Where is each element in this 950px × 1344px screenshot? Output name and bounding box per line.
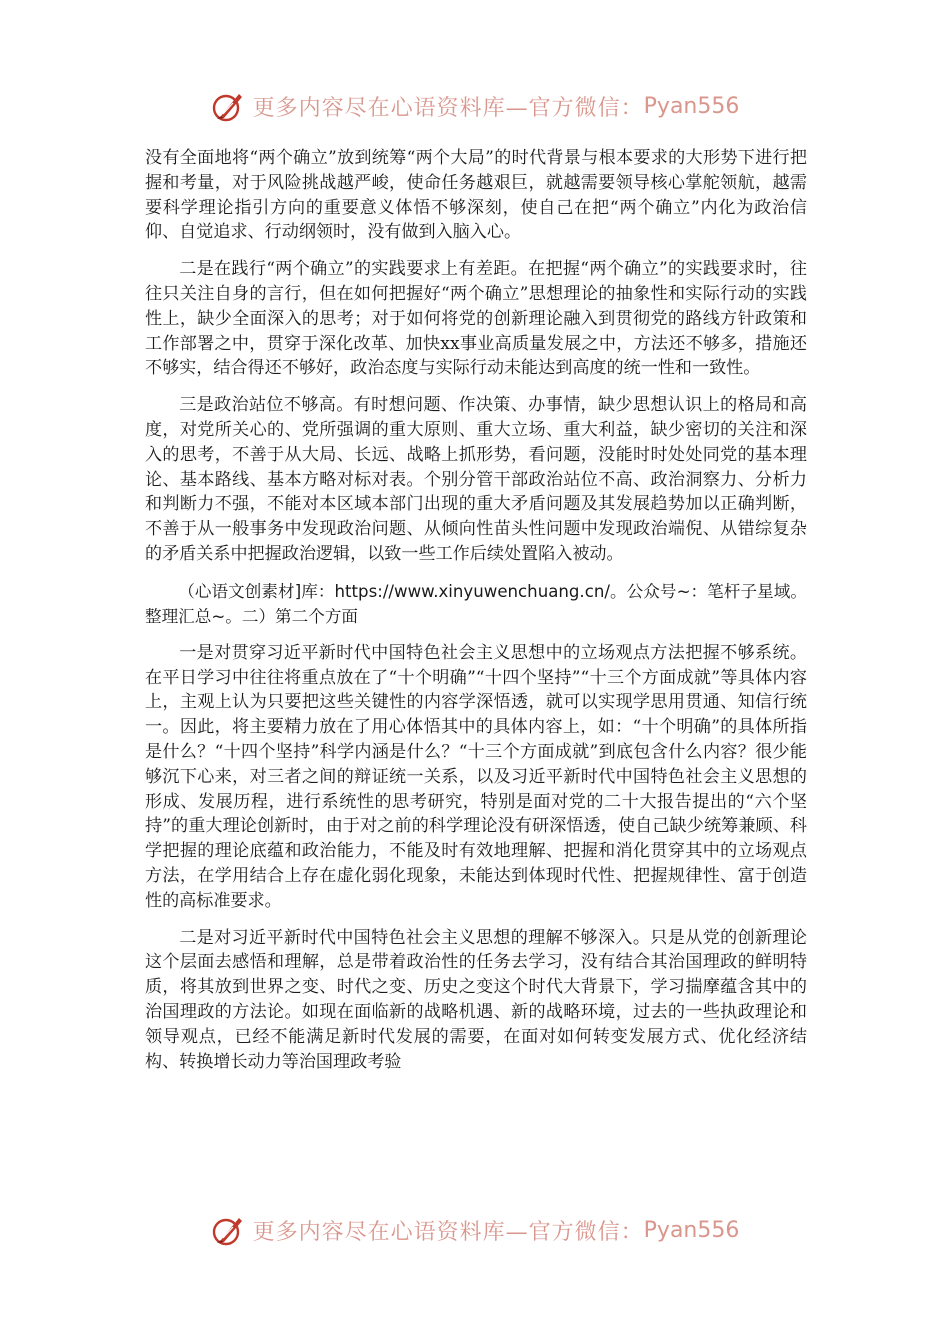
pen-feather-logo-icon — [211, 1213, 245, 1247]
header-banner — [0, 84, 950, 128]
footer-banner — [0, 1208, 950, 1252]
paragraph-system-grasp: 一是对贯穿习近平新时代中国特色社会主义思想中的立场观点方法把握不够系统。在平日学习中往往将重点放在了“十个明确”“十四个坚持”“十三个方面成就”等具体内容上，主观上认为只要把这些关键性的内容学深悟透，就可以实现学思用贯通、知信行统一。因此，将主要精力放在了用心体悟其中的具体内容上，如：“十个明确”的具体所指是什么？“十四个坚持”科学内涵是什么？“十三个方面成就”到底包含什么内容？很少能够沉下心来，对三者之间的辩证统一关系，以及习近平新时代中国特色社会主义思想的形成、发展历程，进行系统性的思考研究，特别是面对党的二十大报告提出的“六个坚持”的重大理论创新时，由于对之前的科学理论没有研深悟透，使自己缺少统筹兼顾、科学把握的理论底蕴和政治能力，不能及时有效地理解、把握和消化贯穿其中的立场观点方法，在学用结合上存在虚化弱化现象，未能达到体现时代性、把握规律性、富于创造性的高标准要求。 — [145, 642, 807, 911]
banner-text: 更多内容尽在心语资料库—官方微信： — [252, 95, 644, 121]
banner-wechat-id: Pyan556 — [643, 93, 740, 119]
paragraph-understanding-depth: 二是对习近平新时代中国特色社会主义思想的理解不够深入。只是从党的创新理论这个层面去感悟和理解，总是带着政治性的任务去学习，没有结合其治国理政的鲜明特质，将其放到世界之变、时代之变、历史之变这个时代大背景下，学习揣摩蕴含其中的治国理政的方法论。如现在面临新的战略机遇、新的战略环境，过去的一些执政理论和领导观点，已经不能满足新时代发展的需要，在面对如何转变发展方式、优化经济结构、转换增长动力等治国理政考验 — [145, 927, 807, 1072]
paragraph-continued: 没有全面地将“两个确立”放到统筹“两个大局”的时代背景与根本要求的大形势下进行把握和考量，对于风险挑战越严峻，使命任务越艰巨，就越需要领导核心掌舵领航，越需要科学理论指引方向的重要意义体悟不够深刻，使自己在把“两个确立”内化为政治信仰、自觉追求、行动纲领时，没有做到入脑入心。 — [145, 148, 807, 243]
paragraph-political-stance: 三是政治站位不够高。有时想问题、作决策、办事情，缺少思想认识上的格局和高度，对党所关心的、党所强调的重大原则、重大立场、重大利益，缺少密切的关注和深入的思考，不善于从大局、长远、战略上抓形势，看问题，没能时时处处同党的基本理论、基本路线、基本方略对标对表。个别分管干部政治站位不高、政治洞察力、分析力和判断力不强，不能对本区域本部门出现的重大矛盾问题及其发展趋势加以正确判断，不善于从一般事务中发现政治问题、从倾向性苗头性问题中发现政治端倪、从错综复杂的矛盾关系中把握政治逻辑，以致一些工作后续处置陷入被动。 — [145, 395, 807, 564]
banner-wechat-id: Pyan556 — [643, 1217, 740, 1243]
paragraph-source-note: （心语文创素材]库：https://www.xinyuwenchuang.cn/。公众号~：笔杆子星域。整理汇总~。二）第二个方面 — [145, 581, 807, 626]
pen-feather-logo-icon — [211, 89, 245, 123]
paragraph-practice-gap: 二是在践行“两个确立”的实践要求上有差距。在把握“两个确立”的实践要求时，往往只关注自身的言行，但在如何把握好“两个确立”思想理论的抽象性和实际行动的实践性上，缺少全面深入的思考；对于如何将党的创新理论融入到贯彻党的路线方针政策和工作部署之中，贯穿于深化改革、加快xx事业高质量发展之中，方法还不够多，措施还不够实，结合得还不够好，政治态度与实际行动未能达到高度的统一性和一致性。 — [145, 259, 807, 379]
document-body — [145, 146, 807, 1086]
banner-text: 更多内容尽在心语资料库—官方微信： — [252, 1219, 644, 1245]
